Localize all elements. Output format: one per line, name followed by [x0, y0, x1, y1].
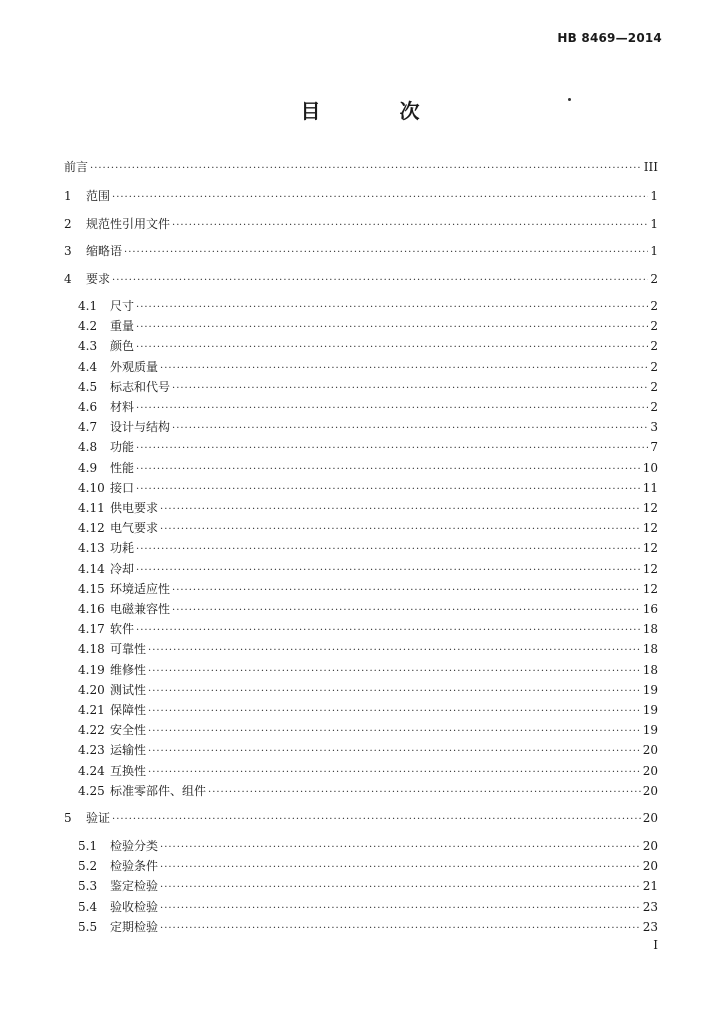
toc-entry-label: 软件 [110, 622, 135, 636]
toc-entry-number: 4.4 [78, 360, 98, 374]
toc-entry-label: 重量 [110, 319, 135, 333]
toc-dot-leader [112, 191, 648, 205]
toc-entry-page: 1 [650, 189, 658, 203]
toc-entry-page: 12 [642, 562, 658, 576]
toc-dot-leader [160, 503, 641, 517]
toc-entry-number: 4.23 [78, 743, 105, 757]
toc-entry-page: 12 [642, 521, 658, 535]
toc-entry-page: 11 [642, 481, 658, 495]
toc-entry-label: 互换性 [110, 764, 147, 778]
toc-dot-leader [148, 644, 641, 658]
toc-entry-label: 运输性 [110, 743, 147, 757]
toc-entry[interactable] [64, 811, 658, 827]
toc-entry-page: 23 [642, 900, 658, 914]
toc-entry-label: 功耗 [110, 541, 135, 555]
toc-entry-number: 3 [64, 244, 72, 258]
toc-dot-leader [148, 685, 641, 699]
toc-entry-page: 23 [642, 920, 658, 934]
toc-entry-page: 19 [642, 683, 658, 697]
toc-entry[interactable] [78, 703, 658, 719]
toc-entry-page: 12 [642, 541, 658, 555]
toc-dot-leader [136, 483, 641, 497]
toc-entry-number: 4.8 [78, 440, 98, 454]
toc-entry-page: 2 [650, 360, 658, 374]
toc-entry-label: 规范性引用文件 [86, 217, 171, 231]
toc-entry[interactable] [78, 521, 658, 537]
toc-entry-number: 4.1 [78, 299, 98, 313]
toc-entry-number: 5.3 [78, 879, 98, 893]
toc-entry[interactable] [78, 602, 658, 618]
toc-dot-leader [160, 861, 641, 875]
toc-entry-label: 要求 [86, 272, 111, 286]
toc-entry-page: 2 [650, 400, 658, 414]
standard-number: HB 8469—2014 [557, 31, 662, 45]
toc-entry-page: 20 [642, 784, 658, 798]
toc-entry[interactable] [64, 217, 658, 233]
toc-entry-page: 20 [642, 811, 658, 825]
toc-entry-number: 4.22 [78, 723, 105, 737]
toc-entry-number: 4.18 [78, 642, 105, 656]
toc-dot-leader [136, 321, 648, 335]
toc-entry-label: 接口 [110, 481, 135, 495]
toc-entry-page: 1 [650, 244, 658, 258]
toc-dot-leader [136, 564, 641, 578]
toc-entry-page: 18 [642, 663, 658, 677]
toc-entry-label: 外观质量 [110, 360, 159, 374]
toc-dot-leader [136, 463, 641, 477]
toc-entry-number: 1 [64, 189, 72, 203]
toc-entry-label: 可靠性 [110, 642, 147, 656]
toc-entry[interactable] [78, 723, 658, 739]
toc-dot-leader [148, 766, 641, 780]
toc-entry-number: 4.21 [78, 703, 105, 717]
toc-entry-number: 4.2 [78, 319, 98, 333]
toc-dot-leader [136, 442, 648, 456]
toc-entry-page: 20 [642, 859, 658, 873]
toc-entry-page: 20 [642, 839, 658, 853]
toc-entry-page: 10 [642, 461, 658, 475]
toc-entry-label: 标准零部件、组件 [110, 784, 207, 798]
toc-dot-leader [172, 604, 641, 618]
toc-dot-leader [172, 382, 648, 396]
toc-entry[interactable] [78, 501, 658, 517]
toc-entry[interactable] [64, 272, 658, 288]
toc-entry-label: 颜色 [110, 339, 135, 353]
toc-entry[interactable] [78, 900, 658, 916]
toc-dot-leader [136, 301, 648, 315]
toc-dot-leader [90, 162, 642, 176]
toc-entry-label: 缩略语 [86, 244, 123, 258]
toc-entry[interactable] [64, 189, 658, 205]
toc-entry-number: 4.5 [78, 380, 98, 394]
toc-entry-page: 21 [642, 879, 658, 893]
toc-entry-label: 前言 [64, 160, 89, 174]
toc-entry-page: 2 [650, 272, 658, 286]
toc-entry-number: 5.1 [78, 839, 98, 853]
toc-entry[interactable] [78, 481, 658, 497]
toc-entry[interactable] [78, 360, 658, 376]
toc-entry-page: 2 [650, 299, 658, 313]
toc-dot-leader [160, 881, 641, 895]
toc-entry-number: 5.2 [78, 859, 98, 873]
toc-dot-leader [148, 665, 641, 679]
toc-dot-leader [160, 922, 641, 936]
toc-entry-page: 18 [642, 642, 658, 656]
toc-entry-page: 19 [642, 723, 658, 737]
toc-entry[interactable] [78, 461, 658, 477]
toc-dot-leader [208, 786, 641, 800]
toc-entry-number: 4.17 [78, 622, 105, 636]
toc-entry-page: 16 [642, 602, 658, 616]
toc-dot-leader [136, 402, 648, 416]
toc-entry-label: 定期检验 [110, 920, 159, 934]
toc-entry[interactable] [64, 160, 658, 176]
toc-entry-number: 4.7 [78, 420, 98, 434]
toc-entry-page: 2 [650, 319, 658, 333]
toc-dot-leader [160, 841, 641, 855]
toc-entry[interactable] [78, 562, 658, 578]
toc-entry-label: 功能 [110, 440, 135, 454]
toc-entry-label: 检验条件 [110, 859, 159, 873]
toc-entry-page: 18 [642, 622, 658, 636]
toc-entry-page: 3 [650, 420, 658, 434]
toc-entry-page: 1 [650, 217, 658, 231]
toc-entry[interactable] [78, 683, 658, 699]
toc-entry-label: 验收检验 [110, 900, 159, 914]
toc-entry-number: 4.6 [78, 400, 98, 414]
toc-entry-label: 环境适应性 [110, 582, 171, 596]
toc-entry-page: 12 [642, 582, 658, 596]
toc-entry-number: 4.12 [78, 521, 105, 535]
toc-entry-label: 测试性 [110, 683, 147, 697]
toc-dot-leader [136, 341, 648, 355]
toc-entry-label: 设计与结构 [110, 420, 171, 434]
toc-entry-label: 维修性 [110, 663, 147, 677]
toc-entry[interactable] [78, 380, 658, 396]
toc-entry[interactable] [78, 859, 658, 875]
toc-entry-label: 检验分类 [110, 839, 159, 853]
toc-entry-number: 4.11 [78, 501, 105, 515]
toc-entry-number: 5.5 [78, 920, 98, 934]
page-number: I [653, 938, 658, 952]
toc-dot-leader [148, 745, 641, 759]
toc-entry-label: 尺寸 [110, 299, 135, 313]
toc-entry-number: 4.14 [78, 562, 105, 576]
toc-entry[interactable] [78, 339, 658, 355]
toc-dot-leader [136, 624, 641, 638]
toc-entry-page: III [643, 160, 658, 174]
toc-entry-number: 5 [64, 811, 72, 825]
toc-entry-page: 2 [650, 339, 658, 353]
toc-dot-leader [160, 902, 641, 916]
toc-entry-label: 电磁兼容性 [110, 602, 171, 616]
toc-entry-number: 4.3 [78, 339, 98, 353]
toc-entry[interactable] [78, 319, 658, 335]
toc-dot-leader [172, 219, 648, 233]
page-title: 目 次 [300, 99, 456, 123]
toc-dot-leader [148, 705, 641, 719]
toc-entry[interactable] [78, 299, 658, 315]
toc-entry-number: 5.4 [78, 900, 98, 914]
toc-entry-number: 4.24 [78, 764, 105, 778]
toc-entry[interactable] [78, 743, 658, 759]
toc-entry[interactable] [78, 622, 658, 638]
toc-entry-label: 冷却 [110, 562, 135, 576]
toc-dot-leader [148, 725, 641, 739]
toc-dot-leader [172, 422, 648, 436]
toc-dot-leader [112, 274, 648, 288]
toc-entry-label: 性能 [110, 461, 135, 475]
toc-entry-label: 保障性 [110, 703, 147, 717]
toc-entry-number: 4.10 [78, 481, 105, 495]
toc-entry-page: 19 [642, 703, 658, 717]
toc-entry-label: 范围 [86, 189, 111, 203]
toc-entry[interactable] [78, 400, 658, 416]
toc-dot-leader [172, 584, 641, 598]
toc-entry-label: 标志和代号 [110, 380, 171, 394]
toc-entry-number: 4.25 [78, 784, 105, 798]
toc-entry-label: 供电要求 [110, 501, 159, 515]
toc-entry-label: 验证 [86, 811, 111, 825]
toc-entry-page: 2 [650, 380, 658, 394]
toc-entry-label: 材料 [110, 400, 135, 414]
toc-entry-number: 2 [64, 217, 72, 231]
toc-entry-number: 4 [64, 272, 72, 286]
toc-entry-number: 4.13 [78, 541, 105, 555]
toc-entry-page: 12 [642, 501, 658, 515]
toc-entry[interactable] [78, 839, 658, 855]
toc-entry[interactable] [78, 440, 658, 456]
toc-entry[interactable] [78, 764, 658, 780]
toc-entry-label: 鉴定检验 [110, 879, 159, 893]
toc-entry-page: 20 [642, 764, 658, 778]
toc-entry[interactable] [78, 920, 658, 936]
toc-entry[interactable] [78, 879, 658, 895]
toc-dot-leader [124, 246, 648, 260]
toc-entry-number: 4.15 [78, 582, 105, 596]
toc-entry[interactable] [78, 420, 658, 436]
toc-entry-number: 4.9 [78, 461, 98, 475]
toc-entry[interactable] [78, 541, 658, 557]
toc-dot-leader [136, 543, 641, 557]
toc-entry[interactable] [78, 642, 658, 658]
toc-entry[interactable] [78, 663, 658, 679]
toc-entry[interactable] [78, 784, 658, 800]
toc-entry[interactable] [64, 244, 658, 260]
toc-entry-label: 安全性 [110, 723, 147, 737]
toc-entry-page: 20 [642, 743, 658, 757]
toc-dot-leader [112, 813, 641, 827]
toc-dot-leader [160, 523, 641, 537]
toc-entry-number: 4.16 [78, 602, 105, 616]
toc-entry-page: 7 [650, 440, 658, 454]
toc-entry-number: 4.20 [78, 683, 105, 697]
toc-entry-label: 电气要求 [110, 521, 159, 535]
toc-entry-number: 4.19 [78, 663, 105, 677]
toc-entry[interactable] [78, 582, 658, 598]
toc-dot-leader [160, 362, 648, 376]
